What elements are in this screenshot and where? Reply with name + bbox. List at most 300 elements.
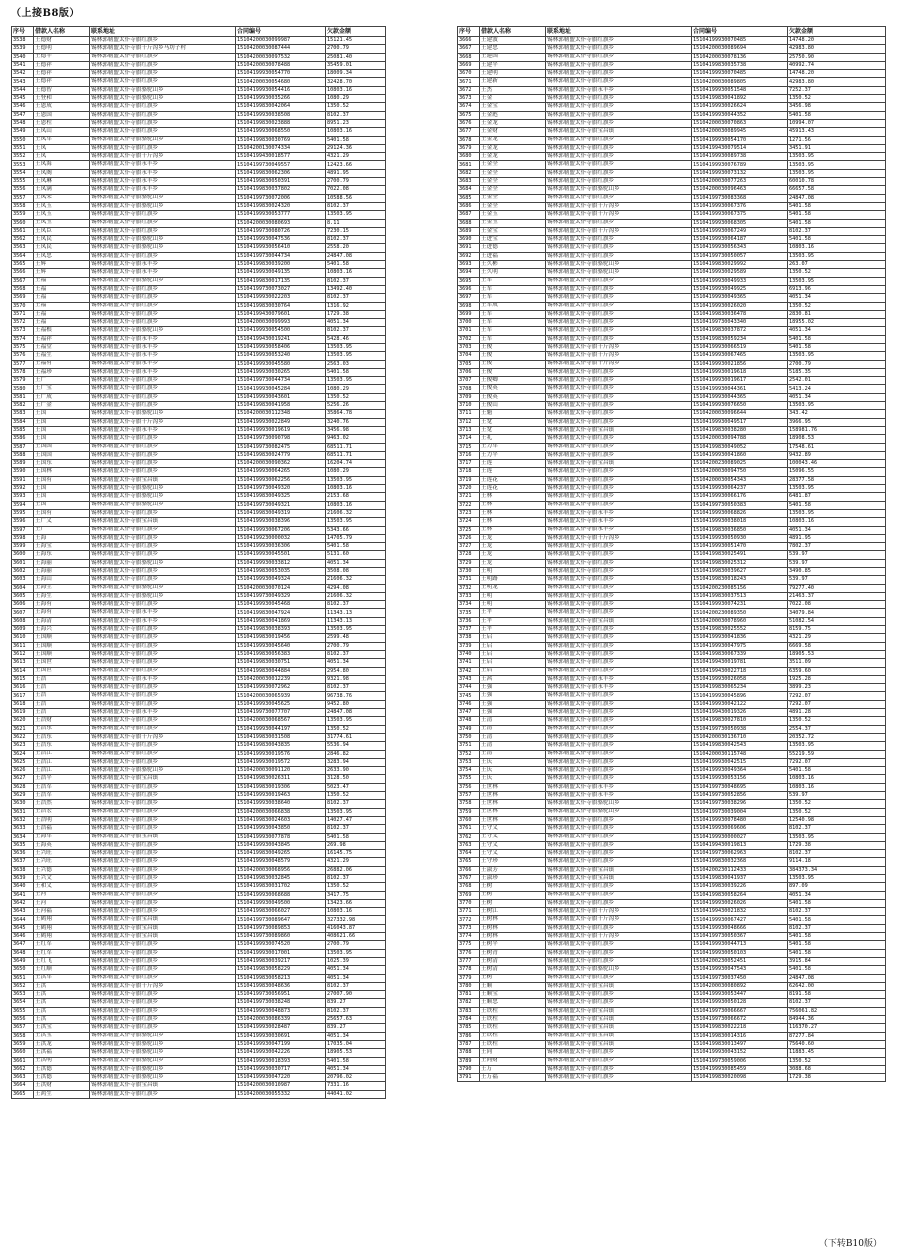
cell-contract: 15104199930049135 xyxy=(236,269,326,277)
cell-amount: 26882.06 xyxy=(326,866,386,874)
cell-borrower: 王树林 xyxy=(480,924,546,932)
cell-borrower: 王红顺 xyxy=(34,966,90,974)
table-row xyxy=(12,194,386,202)
cell-contract: 15104199730083368 xyxy=(692,194,788,202)
cell-address: 锡林郭勒盟太仆寺旗骆驼山乡 xyxy=(90,86,236,94)
cell-borrower: 王福祥 xyxy=(34,335,90,343)
cell-address: 锡林郭勒盟太仆寺旗红旗乡 xyxy=(90,717,236,725)
cell-contract: 15104200030010987 xyxy=(236,1082,326,1090)
cell-address: 锡林郭勒盟太仆寺旗红旗乡 xyxy=(546,767,692,775)
cell-address: 锡林郭勒盟太仆寺旗红旗乡 xyxy=(546,377,692,385)
cell-contract: 15104199730038248 xyxy=(236,999,326,1007)
cell-borrower: 王凤 xyxy=(34,144,90,152)
cell-address: 锡林郭勒盟太仆寺旗千斤沟乡 xyxy=(546,360,692,368)
cell-seq: 3778 xyxy=(458,966,480,974)
cell-seq: 3565 xyxy=(12,261,34,269)
table-row xyxy=(458,783,886,791)
cell-address: 锡林郭勒盟太仆寺旗红旗乡 xyxy=(90,866,236,874)
cell-address: 锡林郭勒盟太仆寺旗红旗乡 xyxy=(546,667,692,675)
cell-borrower: 王凤玉 xyxy=(34,211,90,219)
cell-contract: 15104199930053447 xyxy=(692,991,788,999)
cell-seq: 3575 xyxy=(12,343,34,351)
cell-amount: 5401.58 xyxy=(788,111,886,119)
table-row xyxy=(458,750,886,758)
cell-address: 锡林郭勒盟太仆寺旗骆驼山乡 xyxy=(90,236,236,244)
table-row xyxy=(458,700,886,708)
cell-borrower: 王德平 xyxy=(34,53,90,61)
cell-seq: 3699 xyxy=(458,310,480,318)
cell-borrower: 王建明 xyxy=(480,70,546,78)
cell-seq: 3673 xyxy=(458,95,480,103)
page-header: （上接B8版） xyxy=(11,8,80,19)
table-row xyxy=(12,659,386,667)
cell-amount: 1350.52 xyxy=(326,883,386,891)
cell-seq: 3770 xyxy=(458,899,480,907)
cell-seq: 3678 xyxy=(458,136,480,144)
cell-borrower: 王莲花 xyxy=(480,485,546,493)
cell-seq: 3657 xyxy=(12,1024,34,1032)
cell-address: 锡林郭勒盟太仆寺旗红旗乡 xyxy=(546,1049,692,1057)
cell-address: 锡林郭勒盟太仆寺旗红旗乡 xyxy=(90,393,236,401)
cell-contract: 15104200030080892 xyxy=(692,982,788,990)
cell-borrower: 王清 xyxy=(480,733,546,741)
cell-amount: 40992.74 xyxy=(788,61,886,69)
cell-amount: 10803.16 xyxy=(788,244,886,252)
cell-borrower: 王洪 xyxy=(34,1007,90,1015)
cell-seq: 3774 xyxy=(458,933,480,941)
cell-seq: 3676 xyxy=(458,119,480,127)
cell-borrower: 王洪德 xyxy=(34,1074,90,1082)
cell-seq: 3736 xyxy=(458,617,480,625)
cell-seq: 3704 xyxy=(458,352,480,360)
table-row xyxy=(458,319,886,327)
cell-address: 锡林郭勒盟太仆寺旗红旗乡 xyxy=(546,899,692,907)
cell-address: 锡林郭勒盟太仆寺旗骆驼山乡 xyxy=(90,194,236,202)
cell-address: 锡林郭勒盟太仆寺旗宝昌镇 xyxy=(90,924,236,932)
header-amount: 欠款金额 xyxy=(326,27,386,37)
cell-borrower: 王龙 xyxy=(480,543,546,551)
cell-contract: 15104199930062256 xyxy=(236,476,326,484)
cell-seq: 3757 xyxy=(458,792,480,800)
cell-address: 锡林郭勒盟太仆寺旗红旗乡 xyxy=(546,236,692,244)
cell-address: 锡林郭勒盟太仆寺旗宝昌镇 xyxy=(546,128,692,136)
cell-borrower: 王洪财 xyxy=(34,1082,90,1090)
cell-address: 锡林郭勒盟太仆寺旗红旗乡 xyxy=(90,509,236,517)
cell-amount: 5428.46 xyxy=(326,335,386,343)
cell-address: 锡林郭勒盟太仆寺旗宝昌镇 xyxy=(546,1016,692,1024)
cell-contract: 15104199830039200 xyxy=(236,261,326,269)
cell-amount: 4051.34 xyxy=(326,659,386,667)
cell-address: 锡林郭勒盟太仆寺旗永丰乡 xyxy=(546,675,692,683)
cell-contract: 15104199730072006 xyxy=(236,194,326,202)
cell-seq: 3761 xyxy=(458,825,480,833)
cell-amount: 4891.95 xyxy=(788,534,886,542)
table-row xyxy=(12,858,386,866)
cell-seq: 3639 xyxy=(12,874,34,882)
cell-borrower: 王魁 xyxy=(480,410,546,418)
cell-amount: 3240.76 xyxy=(326,418,386,426)
cell-seq: 3714 xyxy=(458,435,480,443)
cell-seq: 3773 xyxy=(458,924,480,932)
cell-contract: 15104199730052856 xyxy=(692,792,788,800)
cell-amount: 25081.40 xyxy=(326,53,386,61)
cell-address: 锡林郭勒盟太仆寺旗红旗乡 xyxy=(546,310,692,318)
header-contract: 合同编号 xyxy=(692,27,788,37)
cell-amount: 10803.16 xyxy=(326,128,386,136)
cell-address: 锡林郭勒盟太仆寺旗红旗乡 xyxy=(546,78,692,86)
cell-contract: 15104200030097532 xyxy=(236,53,326,61)
cell-borrower: 王恩柱 xyxy=(34,119,90,127)
cell-seq: 3747 xyxy=(458,709,480,717)
table-row xyxy=(458,543,886,551)
cell-borrower: 王海生 xyxy=(34,584,90,592)
table-row xyxy=(458,559,886,567)
cell-seq: 3759 xyxy=(458,808,480,816)
table-row xyxy=(458,568,886,576)
cell-borrower: 王树清 xyxy=(480,957,546,965)
cell-contract: 15104199930045896 xyxy=(692,692,788,700)
cell-seq: 3691 xyxy=(458,244,480,252)
cell-amount: 10803.16 xyxy=(326,501,386,509)
cell-seq: 3696 xyxy=(458,285,480,293)
table-row xyxy=(458,501,886,509)
cell-seq: 3548 xyxy=(12,119,34,127)
cell-borrower: 王福珍 xyxy=(34,368,90,376)
table-row xyxy=(458,402,886,410)
cell-borrower: 王辉 xyxy=(34,269,90,277)
table-row xyxy=(458,327,886,335)
cell-borrower: 王林 xyxy=(480,526,546,534)
cell-address: 锡林郭勒盟太仆寺旗骆驼山乡 xyxy=(90,202,236,210)
table-row xyxy=(458,742,886,750)
cell-contract: 15104199930049324 xyxy=(236,576,326,584)
cell-borrower: 王国国 xyxy=(34,451,90,459)
cell-amount: 68511.71 xyxy=(326,451,386,459)
cell-amount: 24847.08 xyxy=(326,252,386,260)
cell-contract: 15104199430019781 xyxy=(692,659,788,667)
cell-address: 锡林郭勒盟太仆寺旗红旗乡 xyxy=(546,368,692,376)
table-row xyxy=(12,725,386,733)
cell-borrower: 王建波 xyxy=(480,37,546,45)
cell-contract: 15104200230052451 xyxy=(692,957,788,965)
cell-address: 锡林郭勒盟太仆寺旗红旗乡 xyxy=(90,974,236,982)
cell-address: 锡林郭勒盟太仆寺旗红旗乡 xyxy=(90,858,236,866)
cell-address: 锡林郭勒盟太仆寺旗红旗乡 xyxy=(546,161,692,169)
cell-address: 锡林郭勒盟太仆寺旗红旗乡 xyxy=(90,750,236,758)
cell-seq: 3775 xyxy=(458,941,480,949)
table-row xyxy=(458,485,886,493)
cell-amount: 8102.37 xyxy=(326,684,386,692)
cell-amount: 13503.95 xyxy=(326,377,386,385)
cell-borrower: 王金全 xyxy=(480,169,546,177)
cell-seq: 3590 xyxy=(12,468,34,476)
cell-address: 锡林郭勒盟太仆寺旗骆驼山乡 xyxy=(90,1065,236,1073)
cell-seq: 3666 xyxy=(458,37,480,45)
cell-address: 锡林郭勒盟太仆寺旗红旗乡 xyxy=(546,642,692,650)
cell-address: 锡林郭勒盟太仆寺旗红旗乡 xyxy=(546,119,692,127)
table-row xyxy=(12,294,386,302)
cell-seq: 3599 xyxy=(12,543,34,551)
cell-amount: 1729.38 xyxy=(788,841,886,849)
cell-address: 锡林郭勒盟太仆寺旗骆驼山乡 xyxy=(90,244,236,252)
cell-address: 锡林郭勒盟太仆寺旗红旗乡 xyxy=(546,410,692,418)
cell-contract: 15104199730080726 xyxy=(236,227,326,235)
cell-contract: 15104199930078480 xyxy=(692,816,788,824)
table-row xyxy=(12,285,386,293)
cell-address: 锡林郭勒盟太仆寺旗骆驼山乡 xyxy=(90,327,236,335)
cell-contract: 15104199930044352 xyxy=(692,111,788,119)
cell-address: 锡林郭勒盟太仆寺旗永丰乡 xyxy=(546,86,692,94)
cell-amount: 10588.56 xyxy=(326,194,386,202)
cell-contract: 15104200030099993 xyxy=(236,319,326,327)
cell-borrower: 王登和 xyxy=(34,95,90,103)
cell-borrower: 王铁柱 xyxy=(480,1016,546,1024)
cell-amount: 3511.09 xyxy=(788,659,886,667)
table-row xyxy=(12,982,386,990)
cell-seq: 3538 xyxy=(12,37,34,45)
cell-seq: 3640 xyxy=(12,883,34,891)
cell-address: 锡林郭勒盟太仆寺旗红旗乡 xyxy=(546,277,692,285)
cell-contract: 15104200030078488 xyxy=(236,61,326,69)
table-row xyxy=(12,360,386,368)
cell-borrower: 王金全 xyxy=(480,194,546,202)
table-row xyxy=(12,119,386,127)
cell-seq: 3603 xyxy=(12,576,34,584)
cell-address: 锡林郭勒盟太仆寺旗红旗乡 xyxy=(546,733,692,741)
table-row xyxy=(12,559,386,567)
table-row xyxy=(458,758,886,766)
table-row xyxy=(12,219,386,227)
cell-contract: 15104199930064237 xyxy=(692,485,788,493)
cell-seq: 3643 xyxy=(12,908,34,916)
table-row xyxy=(458,78,886,86)
cell-contract: 15104199930050128 xyxy=(692,999,788,1007)
cell-amount: 2558.20 xyxy=(326,244,386,252)
cell-seq: 3596 xyxy=(12,518,34,526)
cell-amount: 5401.58 xyxy=(326,368,386,376)
cell-contract: 15104199430021832 xyxy=(692,908,788,916)
cell-seq: 3543 xyxy=(12,78,34,86)
cell-seq: 3687 xyxy=(458,211,480,219)
cell-contract: 15104199730050383 xyxy=(692,501,788,509)
cell-contract: 15104199730077707 xyxy=(236,709,326,717)
cell-amount: 21606.32 xyxy=(326,592,386,600)
table-row xyxy=(12,667,386,675)
cell-seq: 3649 xyxy=(12,957,34,965)
cell-contract: 15104199930042226 xyxy=(236,1049,326,1057)
table-row xyxy=(12,808,386,816)
cell-seq: 3723 xyxy=(458,509,480,517)
cell-contract: 15104199930072962 xyxy=(236,684,326,692)
cell-borrower: 王浩明 xyxy=(34,816,90,824)
table-row xyxy=(12,1074,386,1082)
cell-address: 锡林郭勒盟太仆寺旗宝昌镇 xyxy=(90,916,236,924)
cell-seq: 3689 xyxy=(458,227,480,235)
cell-seq: 3567 xyxy=(12,277,34,285)
cell-borrower: 王金龙 xyxy=(480,136,546,144)
cell-contract: 15104199830018243 xyxy=(692,576,788,584)
cell-amount: 55219.59 xyxy=(788,750,886,758)
cell-address: 锡林郭勒盟太仆寺旗永丰乡 xyxy=(90,335,236,343)
cell-borrower: 王俊卿 xyxy=(480,377,546,385)
cell-amount: 6669.58 xyxy=(788,642,886,650)
cell-seq: 3547 xyxy=(12,111,34,119)
cell-address: 锡林郭勒盟太仆寺旗千斤沟乡 xyxy=(90,418,236,426)
table-row xyxy=(458,966,886,974)
cell-amount: 7331.16 xyxy=(326,1082,386,1090)
cell-contract: 15104199930051470 xyxy=(692,543,788,551)
cell-borrower: 王浩 xyxy=(34,684,90,692)
cell-address: 锡林郭勒盟太仆寺旗骆驼山乡 xyxy=(90,410,236,418)
cell-address: 锡林郭勒盟太仆寺旗红旗乡 xyxy=(90,891,236,899)
cell-seq: 3582 xyxy=(12,402,34,410)
cell-amount: 1350.52 xyxy=(788,717,886,725)
cell-amount: 756061.82 xyxy=(788,1007,886,1015)
cell-seq: 3642 xyxy=(12,899,34,907)
cell-borrower: 王庆 xyxy=(480,775,546,783)
cell-borrower: 王金财 xyxy=(480,128,546,136)
cell-contract: 15104199930049364 xyxy=(692,767,788,775)
cell-contract: 15104199430079601 xyxy=(236,310,326,318)
cell-address: 锡林郭勒盟太仆寺旗宝昌镇 xyxy=(90,775,236,783)
cell-seq: 3622 xyxy=(12,733,34,741)
cell-seq: 3674 xyxy=(458,103,480,111)
cell-amount: 1350.52 xyxy=(326,792,386,800)
cell-borrower: 王福 xyxy=(34,302,90,310)
cell-seq: 3692 xyxy=(458,252,480,260)
cell-address: 锡林郭勒盟太仆寺旗红旗乡 xyxy=(90,1016,236,1024)
cell-address: 锡林郭勒盟太仆寺旗红旗乡 xyxy=(90,667,236,675)
cell-seq: 3651 xyxy=(12,974,34,982)
cell-seq: 3626 xyxy=(12,767,34,775)
cell-address: 锡林郭勒盟太仆寺旗宝昌镇 xyxy=(546,982,692,990)
cell-seq: 3755 xyxy=(458,775,480,783)
cell-address: 锡林郭勒盟太仆寺旗红旗乡 xyxy=(546,1057,692,1065)
cell-borrower: 王海军 xyxy=(34,833,90,841)
cell-contract: 15104199830029992 xyxy=(692,261,788,269)
cell-contract: 15104199930070485 xyxy=(692,37,788,45)
cell-contract: 15104199930042515 xyxy=(692,758,788,766)
cell-borrower: 王茜 xyxy=(480,675,546,683)
cell-amount: 32428.70 xyxy=(326,78,386,86)
table-row xyxy=(12,153,386,161)
cell-amount: 3088.68 xyxy=(788,1065,886,1073)
cell-borrower: 王军 xyxy=(480,310,546,318)
cell-seq: 3568 xyxy=(12,285,34,293)
cell-seq: 3730 xyxy=(458,568,480,576)
cell-address: 锡林郭勒盟太仆寺旗骆驼山乡 xyxy=(546,966,692,974)
cell-address: 锡林郭勒盟太仆寺旗红旗乡 xyxy=(546,327,692,335)
table-row xyxy=(12,850,386,858)
cell-amount: 3915.84 xyxy=(788,957,886,965)
cell-amount: 3966.95 xyxy=(788,418,886,426)
table-row xyxy=(12,236,386,244)
cell-amount: 1729.38 xyxy=(326,310,386,318)
cell-amount: 8102.37 xyxy=(788,850,886,858)
table-row xyxy=(12,592,386,600)
cell-amount: 8.11 xyxy=(326,219,386,227)
cell-borrower: 王军 xyxy=(480,335,546,343)
page-footer: （下转B10版） xyxy=(818,1239,882,1249)
table-row xyxy=(12,642,386,650)
cell-contract: 15104199930029589 xyxy=(692,269,788,277)
cell-address: 锡林郭勒盟太仆寺旗骆驼山乡 xyxy=(90,767,236,775)
table-row xyxy=(458,933,886,941)
cell-amount: 12540.98 xyxy=(788,816,886,824)
cell-seq: 3752 xyxy=(458,750,480,758)
cell-contract: 15104199930054770 xyxy=(236,70,326,78)
table-row xyxy=(458,169,886,177)
cell-address: 锡林郭勒盟太仆寺旗红旗乡 xyxy=(546,244,692,252)
cell-seq: 3753 xyxy=(458,758,480,766)
cell-borrower: 王莲花 xyxy=(480,476,546,484)
cell-borrower: 王福堂 xyxy=(34,343,90,351)
cell-amount: 8102.37 xyxy=(326,601,386,609)
table-row xyxy=(12,1049,386,1057)
cell-seq: 3660 xyxy=(12,1049,34,1057)
cell-contract: 15104199930045580 xyxy=(236,360,326,368)
cell-contract: 15104199930042122 xyxy=(692,700,788,708)
cell-address: 锡林郭勒盟太仆寺旗红旗乡 xyxy=(90,1090,236,1098)
cell-seq: 3784 xyxy=(458,1016,480,1024)
cell-borrower: 王辉 xyxy=(34,261,90,269)
cell-borrower: 王俊 xyxy=(480,343,546,351)
table-row xyxy=(12,70,386,78)
table-row xyxy=(12,186,386,194)
cell-amount: 539.97 xyxy=(788,559,886,567)
cell-amount: 8102.37 xyxy=(326,650,386,658)
cell-amount: 5401.58 xyxy=(788,501,886,509)
table-row xyxy=(458,252,886,260)
cell-address: 锡林郭勒盟太仆寺旗永丰乡 xyxy=(90,186,236,194)
table-row xyxy=(458,916,886,924)
cell-seq: 3712 xyxy=(458,418,480,426)
cell-borrower: 王守义 xyxy=(480,825,546,833)
cell-contract: 15104200030090362 xyxy=(236,460,326,468)
table-row xyxy=(12,410,386,418)
cell-address: 锡林郭勒盟太仆寺旗红旗乡 xyxy=(546,742,692,750)
cell-borrower: 王凤军 xyxy=(34,136,90,144)
cell-amount: 10803.16 xyxy=(788,518,886,526)
table-row xyxy=(12,775,386,783)
table-row xyxy=(458,219,886,227)
cell-contract: 15104199930028487 xyxy=(236,1024,326,1032)
cell-seq: 3625 xyxy=(12,758,34,766)
cell-contract: 15104199830024779 xyxy=(236,451,326,459)
cell-address: 锡林郭勒盟太仆寺旗红旗乡 xyxy=(546,833,692,841)
table-row xyxy=(12,767,386,775)
cell-amount: 24847.08 xyxy=(788,974,886,982)
cell-amount: 14027.47 xyxy=(326,816,386,824)
cell-address: 锡林郭勒盟太仆寺旗红旗乡 xyxy=(90,227,236,235)
cell-address: 锡林郭勒盟太仆寺旗红旗乡 xyxy=(546,385,692,393)
table-row xyxy=(458,95,886,103)
cell-amount: 13503.95 xyxy=(788,153,886,161)
cell-contract: 15104199930019572 xyxy=(236,758,326,766)
cell-seq: 3539 xyxy=(12,45,34,53)
cell-seq: 3583 xyxy=(12,410,34,418)
cell-address: 锡林郭勒盟太仆寺旗宝昌镇 xyxy=(90,518,236,526)
cell-seq: 3641 xyxy=(12,891,34,899)
cell-seq: 3620 xyxy=(12,717,34,725)
cell-amount: 4051.34 xyxy=(788,294,886,302)
cell-address: 锡林郭勒盟太仆寺旗红旗乡 xyxy=(90,119,236,127)
cell-amount: 13503.95 xyxy=(788,352,886,360)
cell-seq: 3605 xyxy=(12,592,34,600)
cell-borrower: 王军 xyxy=(480,294,546,302)
cell-seq: 3579 xyxy=(12,377,34,385)
cell-address: 锡林郭勒盟太仆寺旗红旗乡 xyxy=(546,551,692,559)
